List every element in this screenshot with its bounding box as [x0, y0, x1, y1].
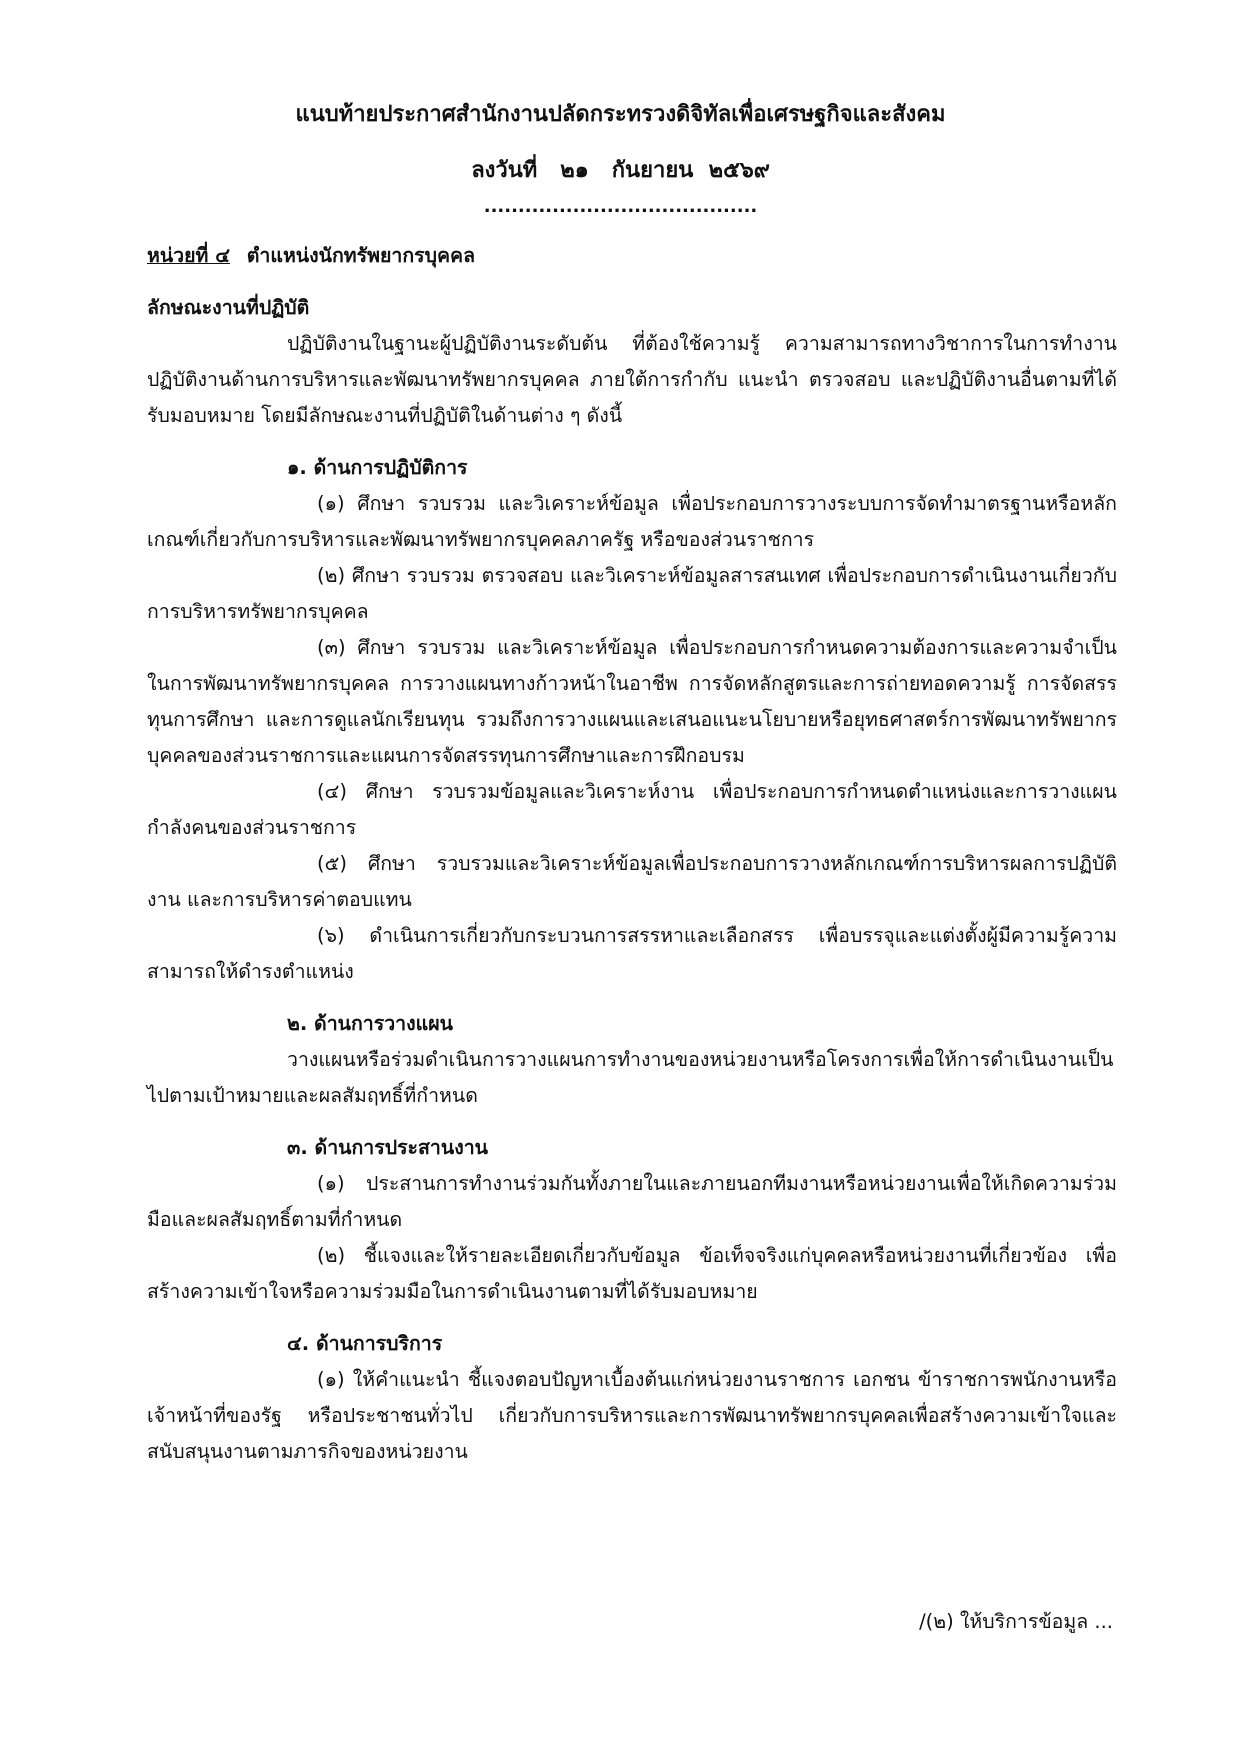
section-3-title: ๓. ด้านการประสานงาน	[287, 1136, 489, 1159]
section-3-item-2: (๒) ชี้แจงและให้รายละเอียดเกี่ยวกับข้อมูล ข้อเท็จจริงแก่บุคคลหรือหน่วยงานที่เกี่ยวข้อง เพื่อสร้างความเข้าใจหรือความร่วมมือในการดำเนินงานตามที่ได้รับมอบหมาย	[147, 1244, 1117, 1303]
section-1-title: ๑. ด้านการปฏิบัติการ	[287, 456, 468, 479]
duties-heading: ลักษณะงานที่ปฏิบัติ	[147, 296, 310, 319]
section-1-item-3: (๓) ศึกษา รวบรวม และวิเคราะห์ข้อมูล เพื่อประกอบการกำหนดความต้องการและความจำเป็น ในการพัฒนาทรัพยากรบุคคล การวางแผนทางก้าวหน้าในอาชีพ การจัดหลักสูตรและการถ่ายทอดความรู้ การจัดสรรทุนการศึกษา และการดูแลนักเรียนทุน รวมถึงการวางแผนและเสนอแนะนโยบายหรือยุทธศาสตร์การพัฒนาทรัพยากรบุคคลของส่วนราชการและแผนการจัดสรรทุนการศึกษาและการฝึกอบรม	[147, 636, 1117, 767]
section-1-item-6: (๖) ดำเนินการเกี่ยวกับกระบวนการสรรหาและเลือกสรร เพื่อบรรจุและแต่งตั้งผู้มีความรู้ความสามารถให้ดำรงตำแหน่ง	[147, 924, 1117, 983]
continuation-note: /(๒) ให้บริการข้อมูล ...	[919, 1610, 1113, 1633]
body-text	[147, 238, 1117, 1470]
section-1-item-1: (๑) ศึกษา รวบรวม และวิเคราะห์ข้อมูล เพื่อประกอบการวางระบบการจัดทำมาตรฐานหรือหลักเกณฑ์เกี่ยวกับการบริหารและพัฒนาทรัพยากรบุคคลภาครัฐ หรือของส่วนราชการ	[147, 492, 1117, 551]
section-3-item-1: (๑) ประสานการทำงานร่วมกันทั้งภายในและภายนอกทีมงานหรือหน่วยงานเพื่อให้เกิดความร่วมมือและผลสัมฤทธิ์ตามที่กำหนด	[147, 1172, 1117, 1231]
unit-heading	[147, 238, 1117, 274]
section-1-item-5: (๕) ศึกษา รวบรวมและวิเคราะห์ข้อมูลเพื่อประกอบการวางหลักเกณฑ์การบริหารผลการปฏิบัติงาน และการบริหารค่าตอบแทน	[147, 852, 1117, 911]
document-date: ลงวันที่ ๒๑ กันยายน ๒๕๖๙	[471, 158, 770, 183]
section-2-title: ๒. ด้านการวางแผน	[287, 1012, 453, 1035]
section-1-item-4: (๔) ศึกษา รวบรวมข้อมูลและวิเคราะห์งาน เพื่อประกอบการกำหนดตำแหน่งและการวางแผนกำลังคนของส่วนราชการ	[147, 780, 1117, 839]
unit-position: ตำแหน่งนักทรัพยากรบุคคล	[246, 244, 476, 267]
separator-dots: ........................................	[483, 196, 758, 217]
section-1-item-2: (๒) ศึกษา รวบรวม ตรวจสอบ และวิเคราะห์ข้อมูลสารสนเทศ เพื่อประกอบการดำเนินงานเกี่ยวกับการบริหารทรัพยากรบุคคล	[147, 564, 1117, 623]
section-2-item-1: วางแผนหรือร่วมดำเนินการวางแผนการทำงานของหน่วยงานหรือโครงการเพื่อให้การดำเนินงานเป็นไปตามเป้าหมายและผลสัมฤทธิ์ที่กำหนด	[147, 1048, 1114, 1107]
unit-label: หน่วยที่ ๔	[147, 244, 230, 267]
intro-paragraph: ปฏิบัติงานในฐานะผู้ปฏิบัติงานระดับต้น ที่ต้องใช้ความรู้ ความสามารถทางวิชาการในการทำงาน ปฏิบัติงานด้านการบริหารและพัฒนาทรัพยากรบุคคล ภายใต้การกำกับ แนะนำ ตรวจสอบ และปฏิบัติงานอื่นตามที่ได้รับมอบหมาย โดยมีลักษณะงานที่ปฏิบัติในด้านต่าง ๆ ดังนี้	[147, 332, 1117, 427]
document-title: แนบท้ายประกาศสำนักงานปลัดกระทรวงดิจิทัลเพื่อเศรษฐกิจและสังคม	[295, 102, 946, 127]
section-4-title: ๔. ด้านการบริการ	[287, 1332, 443, 1355]
section-4-item-1: (๑) ให้คำแนะนำ ชี้แจงตอบปัญหาเบื้องต้นแก่หน่วยงานราชการ เอกชน ข้าราชการพนักงานหรือเจ้าหน้าที่ของรัฐ หรือประชาชนทั่วไป เกี่ยวกับการบริหารและการพัฒนาทรัพยากรบุคคลเพื่อสร้างความเข้าใจและสนับสนุนงานตามภารกิจของหน่วยงาน	[147, 1368, 1117, 1463]
